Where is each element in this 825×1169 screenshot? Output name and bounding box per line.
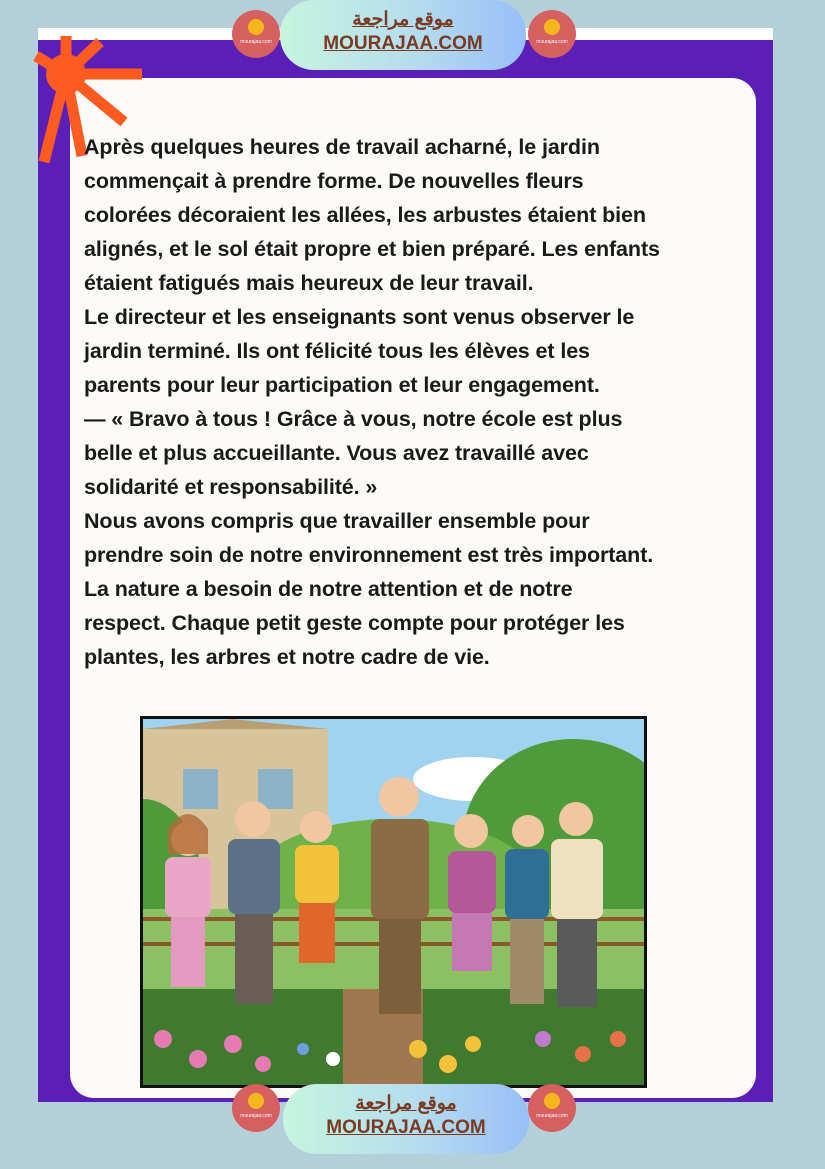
badge-text: mourajaa.com bbox=[240, 1113, 272, 1119]
text-line: jardin terminé. Ils ont félicité tous les élèves et les bbox=[84, 339, 590, 363]
text-line: La nature a besoin de notre attention et de notre bbox=[84, 577, 573, 601]
site-name-arabic[interactable]: موقع مراجعة bbox=[355, 1093, 457, 1114]
mourajaa-badge-left-top[interactable] bbox=[232, 10, 280, 58]
text-line: alignés, et le sol était propre et bien préparé. Les enfants bbox=[84, 237, 660, 261]
mourajaa-badge-right-top[interactable] bbox=[528, 10, 576, 58]
text-line: étaient fatigués mais heureux de leur travail. bbox=[84, 271, 534, 295]
header-site-banner[interactable] bbox=[280, 0, 526, 70]
story-text bbox=[84, 130, 764, 674]
text-line: — « Bravo à tous ! Grâce à vous, notre école est plus bbox=[84, 407, 623, 431]
badge-text: mourajaa.com bbox=[240, 39, 272, 45]
badge-text: mourajaa.com bbox=[536, 39, 568, 45]
text-line: plantes, les arbres et notre cadre de vie. bbox=[84, 645, 490, 669]
badge-text: mourajaa.com bbox=[536, 1113, 568, 1119]
text-line: Nous avons compris que travailler ensemble pour bbox=[84, 509, 590, 533]
text-line: commençait à prendre forme. De nouvelles fleurs bbox=[84, 169, 584, 193]
site-name-arabic[interactable]: موقع مراجعة bbox=[352, 9, 454, 30]
book-logo-icon bbox=[544, 19, 560, 35]
text-line: colorées décoraient les allées, les arbustes étaient bien bbox=[84, 203, 646, 227]
footer-site-banner[interactable] bbox=[283, 1084, 529, 1154]
book-logo-icon bbox=[248, 19, 264, 35]
mourajaa-badge-right-bottom[interactable] bbox=[528, 1084, 576, 1132]
book-logo-icon bbox=[248, 1093, 264, 1109]
garden-illustration bbox=[140, 716, 647, 1088]
text-line: prendre soin de notre environnement est très important. bbox=[84, 543, 654, 567]
text-line: parents pour leur participation et leur engagement. bbox=[84, 373, 600, 397]
text-line: belle et plus accueillante. Vous avez travaillé avec bbox=[84, 441, 589, 465]
mourajaa-badge-left-bottom[interactable] bbox=[232, 1084, 280, 1132]
book-logo-icon bbox=[544, 1093, 560, 1109]
text-line: respect. Chaque petit geste compte pour protéger les bbox=[84, 611, 625, 635]
site-link[interactable]: MOURAJAA.COM bbox=[323, 33, 483, 54]
text-line: Après quelques heures de travail acharné, le jardin bbox=[84, 135, 600, 159]
text-line: Le directeur et les enseignants sont venus observer le bbox=[84, 305, 635, 329]
text-line: solidarité et responsabilité. » bbox=[84, 475, 378, 499]
site-link[interactable]: MOURAJAA.COM bbox=[326, 1117, 486, 1138]
